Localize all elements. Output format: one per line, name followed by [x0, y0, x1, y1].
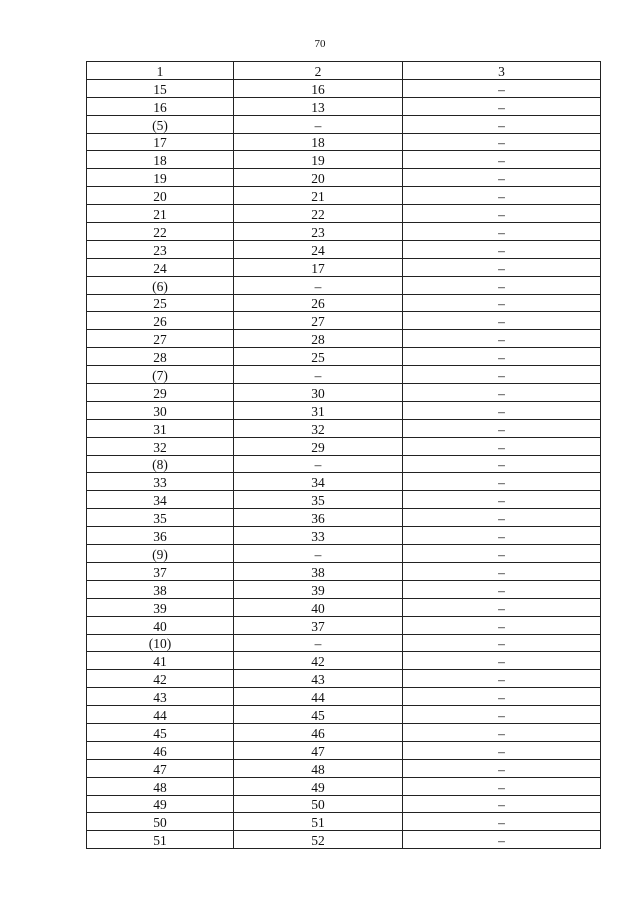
table-cell-col-3: –	[403, 509, 601, 527]
table-cell-col-1: 18	[87, 151, 234, 169]
table-cell-col-1: 15	[87, 79, 234, 97]
table-cell-col-1: (5)	[87, 115, 234, 133]
table-cell-col-2: 38	[234, 562, 403, 580]
table-cell-col-1: (7)	[87, 366, 234, 384]
table-row	[87, 133, 601, 151]
table-row	[87, 741, 601, 759]
table-row	[87, 258, 601, 276]
table-cell-col-2: 46	[234, 723, 403, 741]
table-cell-col-1: 39	[87, 598, 234, 616]
table-cell-col-1: 32	[87, 437, 234, 455]
table-cell-col-1: 49	[87, 795, 234, 813]
table-cell-col-2: 21	[234, 187, 403, 205]
table-cell-col-2: 27	[234, 312, 403, 330]
table-cell-col-3: –	[403, 580, 601, 598]
table-row	[87, 670, 601, 688]
table-cell-col-3: –	[403, 759, 601, 777]
table-row	[87, 384, 601, 402]
table-row	[87, 723, 601, 741]
table-row	[87, 294, 601, 312]
table-row	[87, 527, 601, 545]
table-cell-col-1: 44	[87, 706, 234, 724]
table-cell-col-2: 48	[234, 759, 403, 777]
table-row	[87, 348, 601, 366]
data-table	[86, 61, 601, 849]
table-cell-col-1: 24	[87, 258, 234, 276]
table-row	[87, 598, 601, 616]
table-cell-col-1: 41	[87, 652, 234, 670]
table-cell-col-3: –	[403, 670, 601, 688]
table-row	[87, 312, 601, 330]
table-cell-col-1: (10)	[87, 634, 234, 652]
table-cell-col-1: 28	[87, 348, 234, 366]
column-header-3: 3	[403, 62, 601, 80]
table-cell-col-2: 36	[234, 509, 403, 527]
table-cell-col-1: (9)	[87, 545, 234, 563]
table-row	[87, 437, 601, 455]
table-cell-col-3: –	[403, 527, 601, 545]
table-cell-col-2: 50	[234, 795, 403, 813]
table-cell-col-2: 40	[234, 598, 403, 616]
table-cell-col-2: 35	[234, 491, 403, 509]
table-cell-col-3: –	[403, 795, 601, 813]
table-cell-col-3: –	[403, 366, 601, 384]
table-cell-col-1: (8)	[87, 455, 234, 473]
table-cell-col-3: –	[403, 813, 601, 831]
table-row	[87, 187, 601, 205]
table-cell-col-3: –	[403, 652, 601, 670]
table-cell-col-1: 27	[87, 330, 234, 348]
table-cell-col-3: –	[403, 384, 601, 402]
table-cell-col-2: –	[234, 545, 403, 563]
table-cell-col-3: –	[403, 294, 601, 312]
table-cell-col-3: –	[403, 616, 601, 634]
table-cell-col-1: 20	[87, 187, 234, 205]
table-cell-col-1: 51	[87, 831, 234, 849]
table-row	[87, 276, 601, 294]
table-cell-col-3: –	[403, 187, 601, 205]
table-cell-col-3: –	[403, 419, 601, 437]
table-cell-col-1: 26	[87, 312, 234, 330]
table-row	[87, 706, 601, 724]
table-cell-col-1: 42	[87, 670, 234, 688]
page-number: 70	[314, 38, 326, 50]
table-row	[87, 223, 601, 241]
table-row	[87, 205, 601, 223]
table-cell-col-1: (6)	[87, 276, 234, 294]
table-cell-col-2: 30	[234, 384, 403, 402]
table-row	[87, 688, 601, 706]
table-cell-col-2: –	[234, 276, 403, 294]
table-cell-col-2: 33	[234, 527, 403, 545]
table-cell-col-3: –	[403, 205, 601, 223]
table-row	[87, 169, 601, 187]
table-cell-col-3: –	[403, 473, 601, 491]
table-cell-col-3: –	[403, 491, 601, 509]
table-cell-col-3: –	[403, 455, 601, 473]
table-row	[87, 97, 601, 115]
table-row	[87, 545, 601, 563]
table-cell-col-1: 30	[87, 401, 234, 419]
table-cell-col-1: 40	[87, 616, 234, 634]
table-cell-col-3: –	[403, 598, 601, 616]
table-cell-col-3: –	[403, 115, 601, 133]
table-cell-col-3: –	[403, 330, 601, 348]
table-cell-col-1: 43	[87, 688, 234, 706]
table-cell-col-2: 51	[234, 813, 403, 831]
table-row	[87, 580, 601, 598]
table-row	[87, 79, 601, 97]
table-cell-col-3: –	[403, 831, 601, 849]
table-cell-col-1: 19	[87, 169, 234, 187]
table-row	[87, 401, 601, 419]
table-cell-col-2: 23	[234, 223, 403, 241]
table-row	[87, 473, 601, 491]
table-cell-col-3: –	[403, 240, 601, 258]
table-cell-col-3: –	[403, 706, 601, 724]
table-cell-col-2: 26	[234, 294, 403, 312]
table-row	[87, 759, 601, 777]
table-cell-col-2: 19	[234, 151, 403, 169]
table-row	[87, 330, 601, 348]
table-cell-col-2: 44	[234, 688, 403, 706]
table-cell-col-3: –	[403, 79, 601, 97]
table-row	[87, 616, 601, 634]
table-cell-col-2: 52	[234, 831, 403, 849]
table-cell-col-3: –	[403, 312, 601, 330]
table-row	[87, 634, 601, 652]
table-cell-col-1: 50	[87, 813, 234, 831]
table-cell-col-1: 31	[87, 419, 234, 437]
table-body	[87, 79, 601, 848]
table-cell-col-1: 16	[87, 97, 234, 115]
table-cell-col-3: –	[403, 151, 601, 169]
table-cell-col-2: 49	[234, 777, 403, 795]
table-cell-col-2: 20	[234, 169, 403, 187]
table-cell-col-3: –	[403, 688, 601, 706]
table-cell-col-2: 13	[234, 97, 403, 115]
table-row	[87, 240, 601, 258]
table-cell-col-1: 45	[87, 723, 234, 741]
table-cell-col-1: 37	[87, 562, 234, 580]
table-cell-col-2: 31	[234, 401, 403, 419]
table-cell-col-1: 29	[87, 384, 234, 402]
table-cell-col-1: 35	[87, 509, 234, 527]
table-row	[87, 813, 601, 831]
table-cell-col-2: 16	[234, 79, 403, 97]
table-cell-col-2: 24	[234, 240, 403, 258]
table-cell-col-3: –	[403, 437, 601, 455]
table-cell-col-2: –	[234, 634, 403, 652]
table-cell-col-2: –	[234, 115, 403, 133]
table-row	[87, 491, 601, 509]
table-cell-col-1: 34	[87, 491, 234, 509]
table-cell-col-2: 47	[234, 741, 403, 759]
table-cell-col-3: –	[403, 223, 601, 241]
table-cell-col-1: 36	[87, 527, 234, 545]
table-cell-col-2: –	[234, 366, 403, 384]
table-cell-col-2: 42	[234, 652, 403, 670]
table-cell-col-1: 21	[87, 205, 234, 223]
table-cell-col-2: 28	[234, 330, 403, 348]
table-row	[87, 151, 601, 169]
table-cell-col-3: –	[403, 97, 601, 115]
table-cell-col-2: 25	[234, 348, 403, 366]
table-row	[87, 455, 601, 473]
table-cell-col-2: 18	[234, 133, 403, 151]
table-cell-col-3: –	[403, 741, 601, 759]
table-cell-col-2: 39	[234, 580, 403, 598]
table-cell-col-2: 34	[234, 473, 403, 491]
table-cell-col-3: –	[403, 777, 601, 795]
table-cell-col-3: –	[403, 401, 601, 419]
table-cell-col-1: 17	[87, 133, 234, 151]
table-cell-col-3: –	[403, 258, 601, 276]
table-row	[87, 777, 601, 795]
table-row	[87, 509, 601, 527]
table-row	[87, 562, 601, 580]
table-cell-col-1: 47	[87, 759, 234, 777]
table-cell-col-3: –	[403, 348, 601, 366]
table-cell-col-2: 32	[234, 419, 403, 437]
table-cell-col-2: 43	[234, 670, 403, 688]
table-cell-col-2: 22	[234, 205, 403, 223]
table-cell-col-2: 37	[234, 616, 403, 634]
table-cell-col-1: 46	[87, 741, 234, 759]
table-cell-col-3: –	[403, 545, 601, 563]
table-cell-col-1: 25	[87, 294, 234, 312]
column-header-2: 2	[234, 62, 403, 80]
table-cell-col-3: –	[403, 276, 601, 294]
table-header-row	[87, 62, 601, 80]
table-cell-col-3: –	[403, 562, 601, 580]
table-row	[87, 115, 601, 133]
table-cell-col-1: 33	[87, 473, 234, 491]
table-cell-col-2: 29	[234, 437, 403, 455]
column-header-1: 1	[87, 62, 234, 80]
table-row	[87, 366, 601, 384]
table-cell-col-3: –	[403, 169, 601, 187]
table-row	[87, 795, 601, 813]
table-cell-col-2: –	[234, 455, 403, 473]
table-cell-col-3: –	[403, 133, 601, 151]
table-cell-col-1: 48	[87, 777, 234, 795]
table-row	[87, 652, 601, 670]
table-cell-col-2: 45	[234, 706, 403, 724]
table-row	[87, 419, 601, 437]
table-cell-col-3: –	[403, 723, 601, 741]
table-cell-col-2: 17	[234, 258, 403, 276]
table-cell-col-1: 23	[87, 240, 234, 258]
table-cell-col-3: –	[403, 634, 601, 652]
table-row	[87, 831, 601, 849]
table-cell-col-1: 22	[87, 223, 234, 241]
table-cell-col-1: 38	[87, 580, 234, 598]
